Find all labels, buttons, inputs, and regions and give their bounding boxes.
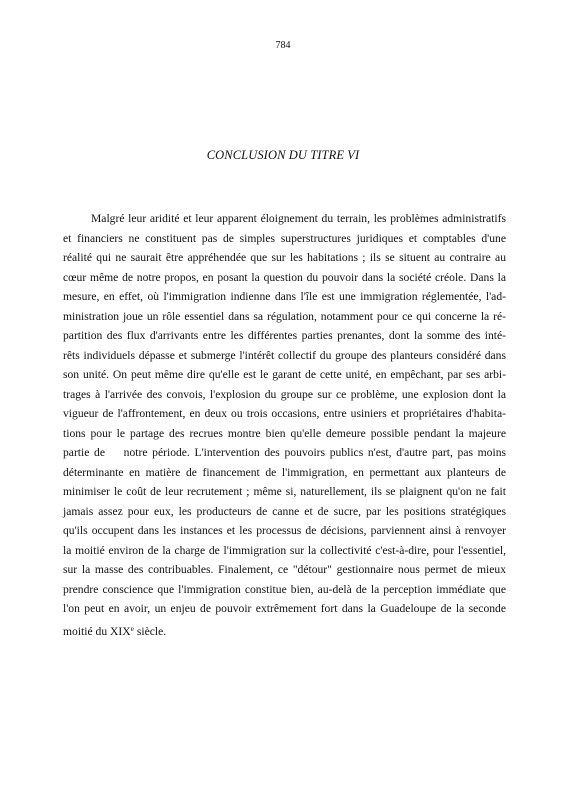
- paragraph-line: la moitié environ de la charge de l'immigration sur la collectivité c'est-à-dire, pour l'essentiel,: [63, 543, 506, 557]
- paragraph-line: jamais assez pour eux, les producteurs de canne et de sucre, par les positions stratégiques: [63, 504, 506, 518]
- last-line-tail: siècle.: [133, 624, 167, 638]
- paragraph-line: ministration joue un rôle essentiel dans sa régulation, notamment pour ce qui concerne la ré-: [63, 309, 506, 323]
- paragraph-line: rêts individuels dépasse et submerge l'intérêt collectif du groupe des planteurs considéré dans: [63, 348, 506, 362]
- page-number: 784: [275, 40, 291, 51]
- paragraph-last-line: [63, 619, 506, 642]
- paragraph-line: partition des flux d'arrivants entre les différentes parties prenantes, dont la somme des inté-: [63, 329, 506, 342]
- paragraph-line: partie de notre période. L'intervention des pouvoirs publics n'est, d'autre part, pas moins: [63, 446, 506, 459]
- paragraph-line: réalité qui ne saurait être appréhendée que sur les habitations ; ils se situent au contraire au: [63, 251, 506, 264]
- paragraph-line: cœur même de notre propos, en posant la question du pouvoir dans la société créole. Dans la: [63, 270, 506, 284]
- last-line-text: moitié du XIX: [63, 624, 131, 638]
- section-title: CONCLUSION DU TITRE VI: [206, 148, 360, 162]
- paragraph-line: prendre conscience que l'immigration constitue bien, au-delà de la perception immédiate que: [63, 582, 506, 596]
- paragraph-line: et financiers ne constituent pas de simples superstructures juridiques et comptables d'une: [63, 231, 506, 245]
- paragraph-line: son unité. On peut même dire qu'elle est le garant de cette unité, en empêchant, par ses arbi-: [63, 368, 506, 381]
- paragraph-line: déterminante en matière de financement de l'immigration, en permettant aux planteurs de: [63, 465, 506, 479]
- paragraph-line: mesure, en effet, où l'immigration indienne dans l'île est une immigration réglementée, l'ad-: [63, 290, 506, 303]
- paragraph-line: qu'ils occupent dans les instances et les processus de décisions, parviennent ainsi à renvoyer: [63, 524, 506, 537]
- paragraph-line: sur la masse des contribuables. Finalement, ce "détour" gestionnaire nous permet de mieux: [63, 563, 506, 576]
- paragraph-line: vigueur de l'affrontement, en deux ou trois occasions, entre usiniers et propriétaires d'habita-: [63, 407, 506, 420]
- paragraph-line: tions pour le partage des recrues montre bien qu'elle demeure possible pendant la majeure: [63, 426, 506, 440]
- paragraph-line: l'on peut en avoir, un enjeu de pouvoir extrêmement fort dans la Guadeloupe de la seconde: [63, 602, 506, 615]
- paragraph-line: minimiser le coût de leur recrutement ; même si, naturellement, ils se plaignent qu'on ne fait: [63, 485, 506, 498]
- superscript: e: [130, 623, 134, 633]
- paragraph-line: Malgré leur aridité et leur apparent éloignement du terrain, les problèmes administratifs: [91, 212, 506, 225]
- body-paragraph: [63, 209, 506, 641]
- paragraph-line: trages à l'arrivée des convois, l'explosion du groupe sur ce problème, une explosion dont la: [63, 387, 506, 401]
